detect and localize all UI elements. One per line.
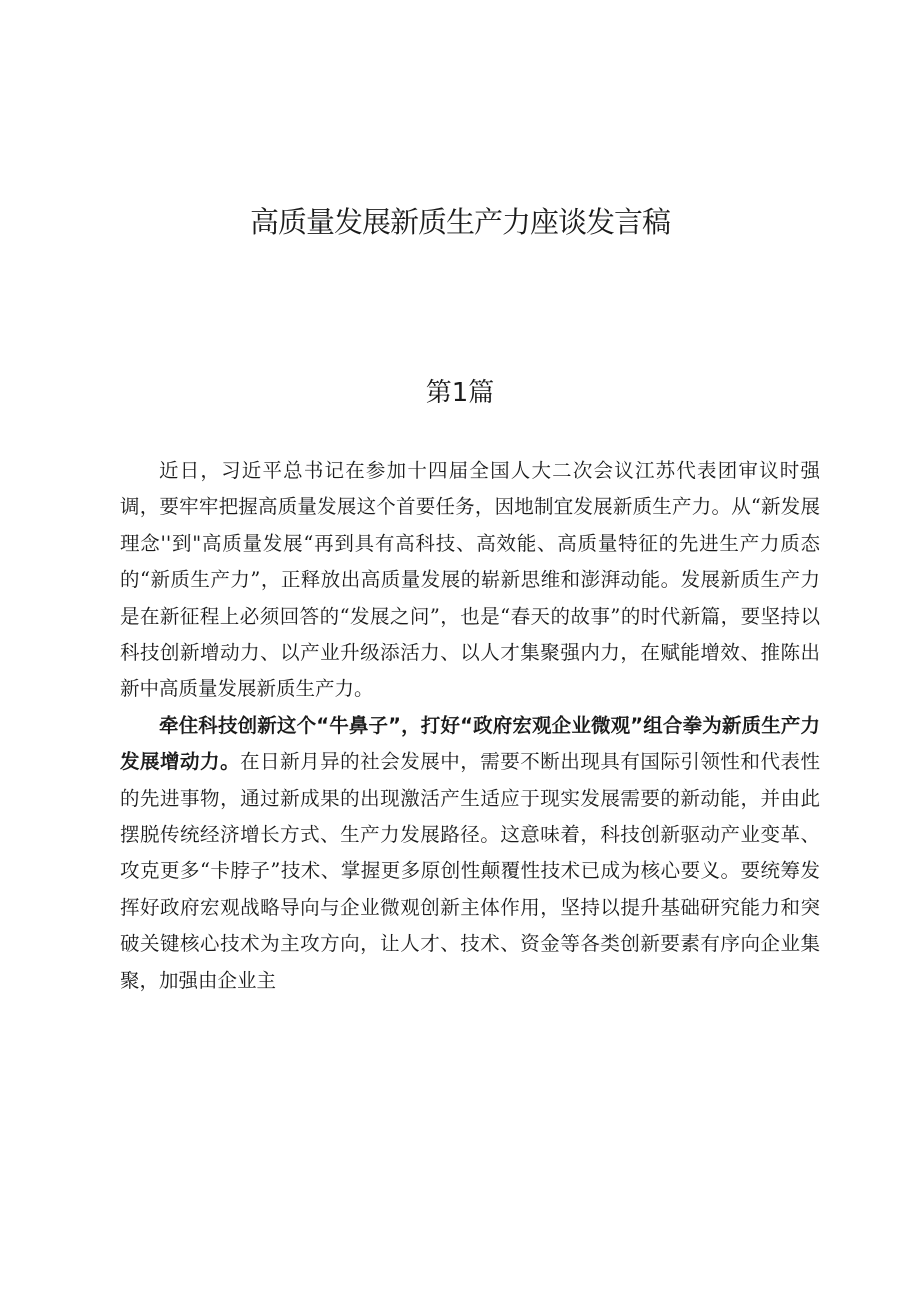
document-body [120,453,820,999]
paragraph-intro [120,453,820,708]
paragraph-tech-innovation-text: 在日新月异的社会发展中，需要不断出现具有国际引领性和代表性的先进事物，通过新成果的出现激活产生适应于现实发展需要的新动能，并由此摆脱传统经济增长方式、生产力发展路径。这意味着，科技创新驱动产业变革、攻克更多“卡脖子”技术、掌握更多原创性颠覆性技术已成为核心要义。要统筹发挥好政府宏观战略导向与企业微观创新主体作用，坚持以提升基础研究能力和突破关键核心技术为主攻方向，让人才、技术、资金等各类创新要素有序向企业集聚，加强由企业主 [120,750,820,992]
paragraph-lead-sentence: 牵住科技创新这个“牛鼻子”，打好“政府宏观企业微观”组合拳为新质生产力发展增动力。 [120,713,820,774]
paragraph-tech-innovation [120,708,820,999]
section-heading: 第1篇 [425,378,495,408]
paragraph-intro-text: 近日，习近平总书记在参加十四届全国人大二次会议江苏代表团审议时强调，要牢牢把握高质量发展这个首要任务，因地制宜发展新质生产力。从“新发展理念''到"高质量发展“再到具有高科技、高效能、高质量特征的先进生产力质态的“新质生产力”，正释放出高质量发展的崭新思维和澎湃动能。发展新质生产力是在新征程上必须回答的“发展之问”，也是“春天的故事”的时代新篇，要坚持以科技创新增动力、以产业升级添活力、以人才集聚强内力，在赋能增效、推陈出新中高质量发展新质生产力。 [120,459,820,701]
document-title: 高质量发展新质生产力座谈发言稿 [249,205,670,239]
